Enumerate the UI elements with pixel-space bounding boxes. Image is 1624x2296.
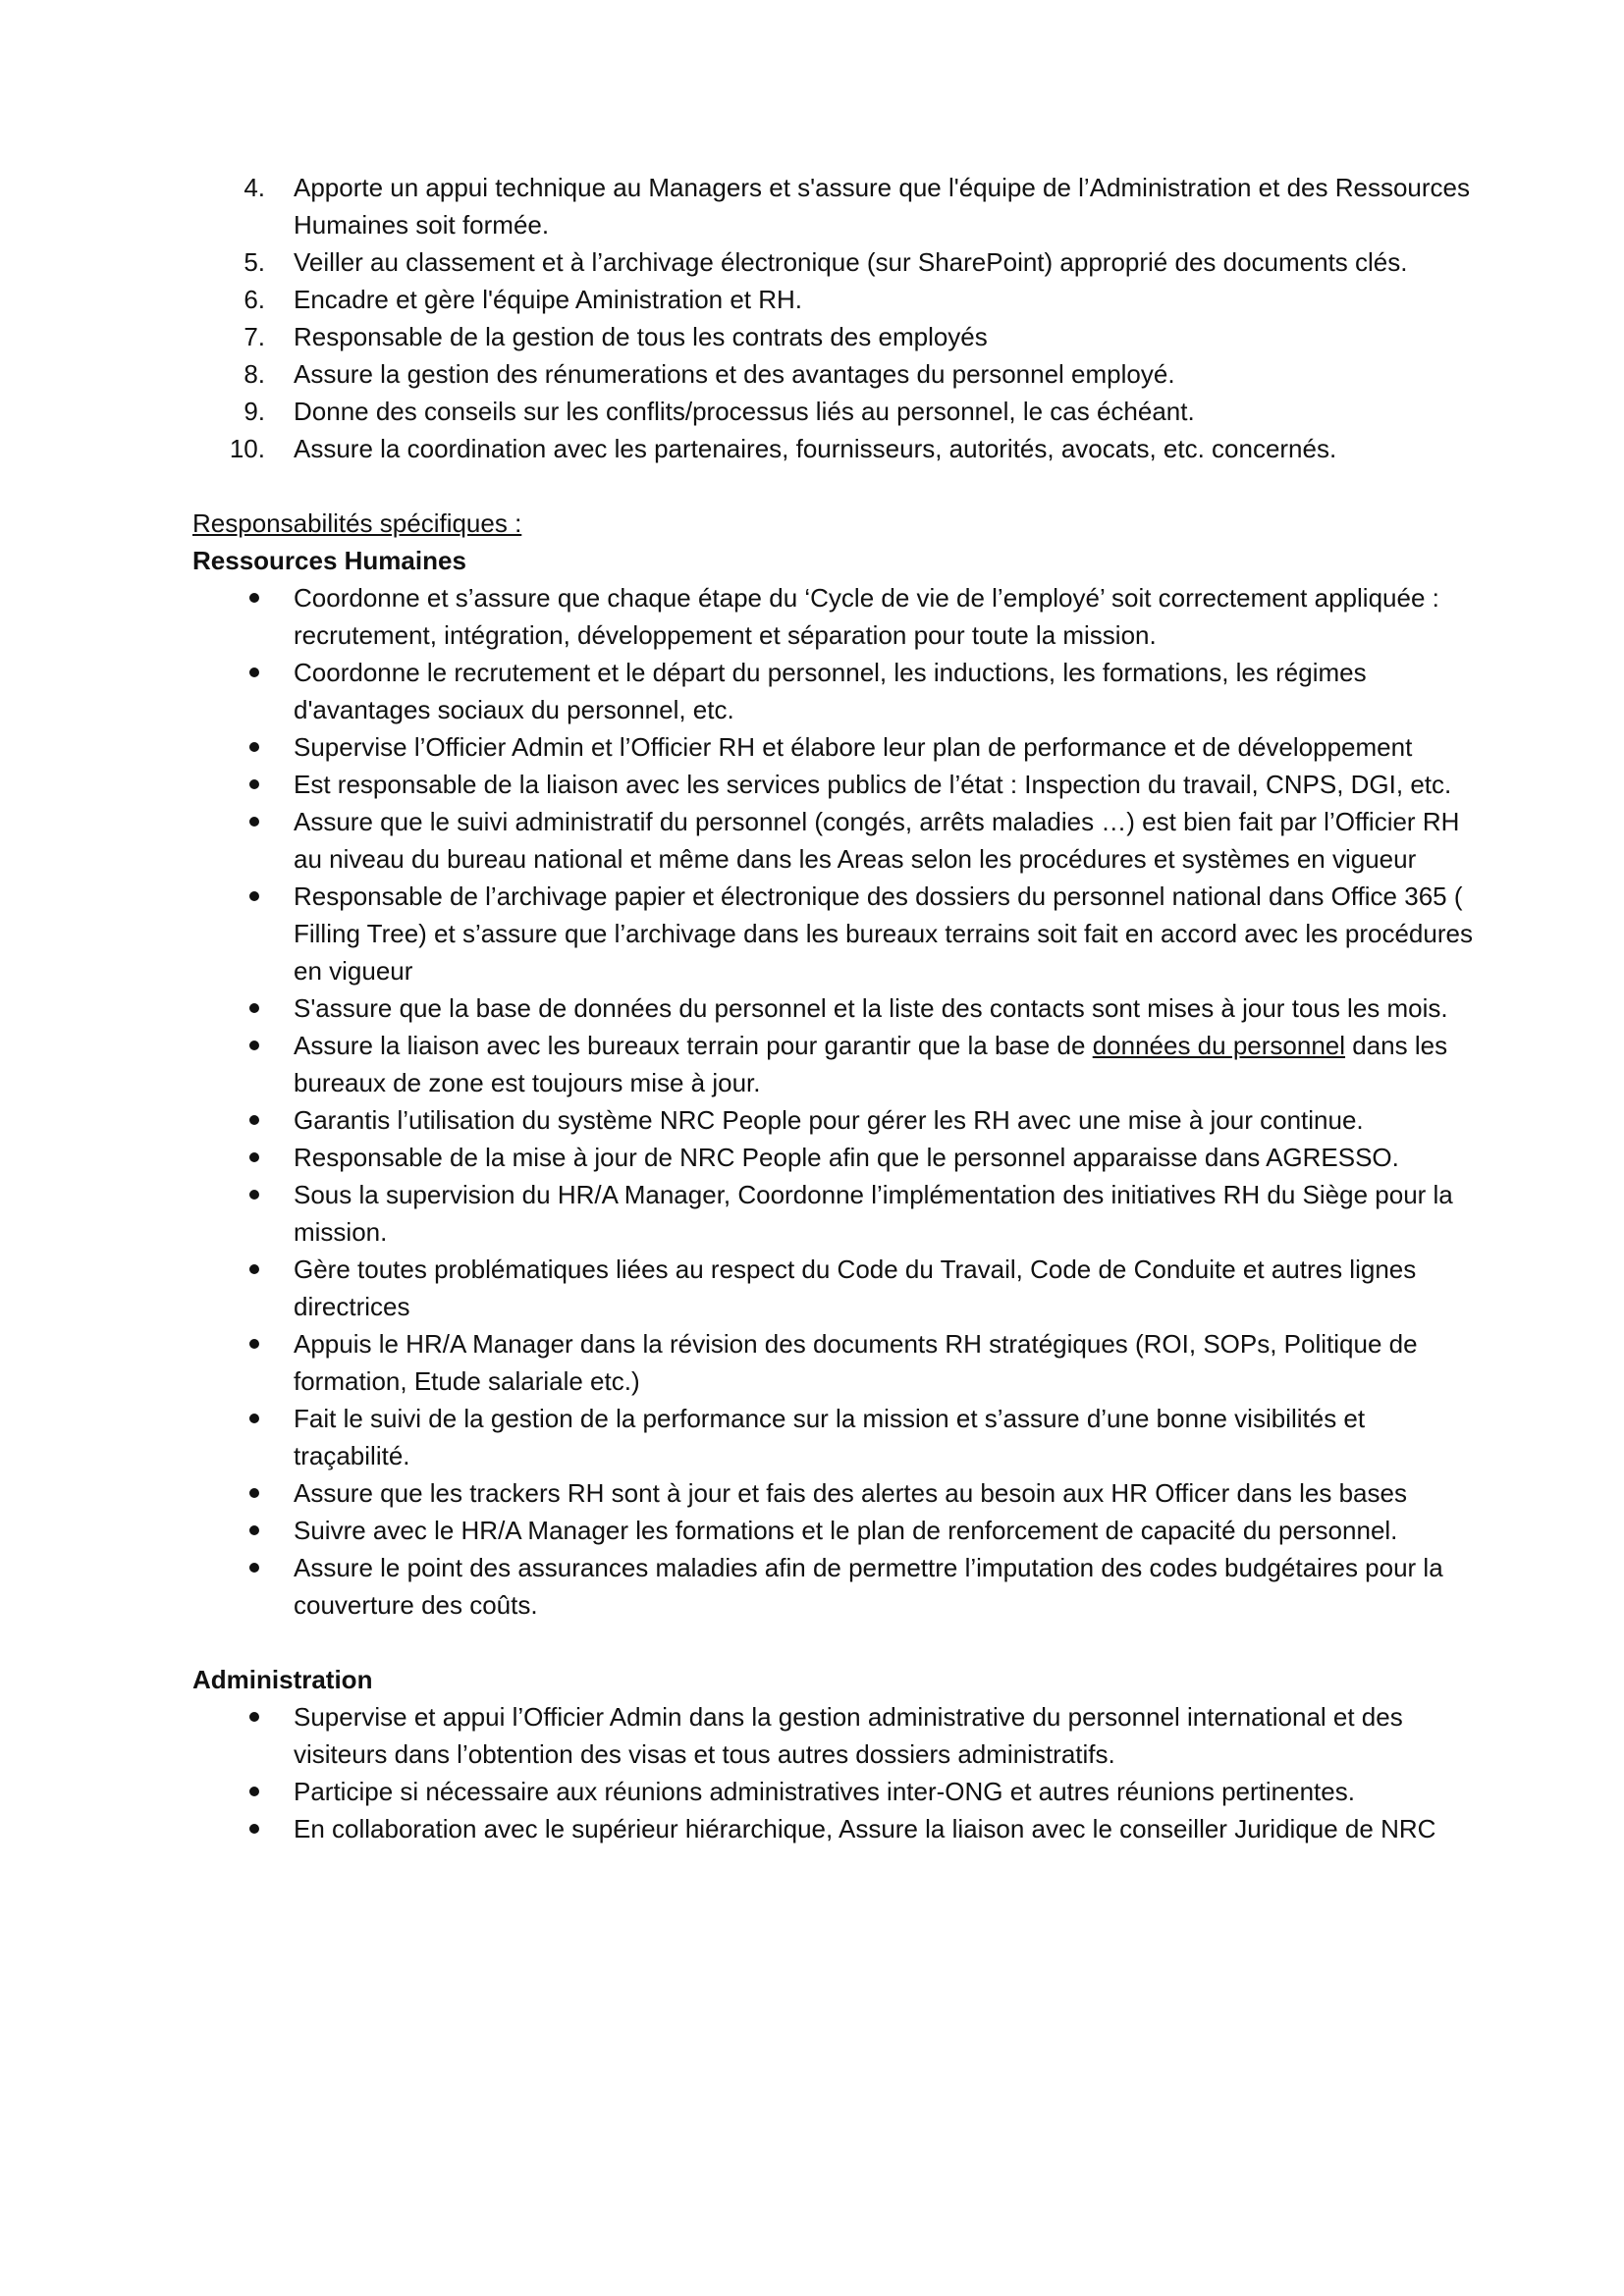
list-item <box>192 281 1479 318</box>
bullet-item <box>192 1251 1479 1325</box>
bullet-text-after: dans les bureaux de zone est toujours mise à jour. <box>294 1031 1448 1097</box>
document-body <box>192 169 1479 1847</box>
bullet-item <box>192 1101 1479 1139</box>
list-item <box>192 355 1479 393</box>
bullet-text: Supervise et appui l’Officier Admin dans la gestion administrative du personnel international et des visiteurs dans l’obtention des visas et tous autres dossiers administratifs. <box>294 1702 1403 1769</box>
item-number: 10. <box>229 434 265 463</box>
list-item <box>192 318 1479 355</box>
bullet-item <box>192 989 1479 1027</box>
admin-section-heading: Administration <box>192 1665 373 1694</box>
item-text: Apporte un appui technique au Managers et s'assure que l'équipe de l’Administration et des Ressources Humaines soit formée. <box>294 173 1470 240</box>
list-item <box>192 243 1479 281</box>
bullet-icon <box>249 1041 259 1050</box>
bullet-text: Assure que le suivi administratif du personnel (congés, arrêts maladies …) est bien fait par l’Officier RH au niveau du bureau national et même dans les Areas selon les procédures et systèmes en vigueur <box>294 807 1460 874</box>
bullet-text: Coordonne le recrutement et le départ du personnel, les inductions, les formations, les régimes d'avantages sociaux du personnel, etc. <box>294 658 1367 724</box>
list-item <box>192 393 1479 430</box>
item-number: 9. <box>244 397 265 426</box>
bullet-item <box>192 1139 1479 1176</box>
bullet-item <box>192 1773 1479 1810</box>
item-number: 7. <box>244 322 265 351</box>
bullet-icon <box>249 779 259 789</box>
bullet-icon <box>249 742 259 752</box>
item-number: 6. <box>244 285 265 314</box>
bullet-text: Appuis le HR/A Manager dans la révision des documents RH stratégiques (ROI, SOPs, Politique de formation, Etude salariale etc.) <box>294 1329 1418 1396</box>
bullet-icon <box>249 667 259 677</box>
bullet-text: Assure que les trackers RH sont à jour et fais des alertes au besoin aux HR Officer dans les bases <box>294 1478 1407 1508</box>
bullet-text: Assure le point des assurances maladies afin de permettre l’imputation des codes budgétaires pour la couverture des coûts. <box>294 1553 1443 1620</box>
bullet-item <box>192 803 1479 878</box>
bullet-item <box>192 766 1479 803</box>
bullet-icon <box>249 1003 259 1013</box>
bullet-item <box>192 1810 1479 1847</box>
item-number: 5. <box>244 247 265 277</box>
bullet-item <box>192 1027 1479 1101</box>
bullet-item <box>192 878 1479 989</box>
bullet-icon <box>249 1488 259 1498</box>
item-text: Assure la gestion des rénumerations et des avantages du personnel employé. <box>294 359 1175 389</box>
bullet-icon <box>249 1115 259 1125</box>
numbered-list <box>192 169 1479 467</box>
bullet-text: Supervise l’Officier Admin et l’Officier RH et élabore leur plan de performance et de développement <box>294 732 1413 762</box>
bullet-item <box>192 579 1479 654</box>
bullet-text: Responsable de la mise à jour de NRC People afin que le personnel apparaisse dans AGRESSO. <box>294 1143 1399 1172</box>
bullet-icon <box>249 1339 259 1349</box>
bullet-text-before: Assure la liaison avec les bureaux terrain pour garantir que la base de <box>294 1031 1093 1060</box>
admin-bullet-list <box>192 1698 1479 1847</box>
bullet-text: Participe si nécessaire aux réunions administratives inter-ONG et autres réunions pertinentes. <box>294 1777 1355 1806</box>
bullet-icon <box>249 1712 259 1722</box>
bullet-item <box>192 1325 1479 1400</box>
bullet-icon <box>249 1414 259 1423</box>
bullet-icon <box>249 1824 259 1834</box>
item-text: Veiller au classement et à l’archivage électronique (sur SharePoint) approprié des documents clés. <box>294 247 1408 277</box>
bullet-item <box>192 1698 1479 1773</box>
bullet-item <box>192 1474 1479 1512</box>
bullet-icon <box>249 1190 259 1200</box>
item-text: Assure la coordination avec les partenaires, fournisseurs, autorités, avocats, etc. concernés. <box>294 434 1337 463</box>
bullet-icon <box>249 1152 259 1162</box>
bullet-text: Gère toutes problématiques liées au respect du Code du Travail, Code de Conduite et autres lignes directrices <box>294 1255 1417 1321</box>
item-text: Donne des conseils sur les conflits/processus liés au personnel, le cas échéant. <box>294 397 1195 426</box>
bullet-text: Est responsable de la liaison avec les services publics de l’état : Inspection du travail, CNPS, DGI, etc. <box>294 770 1452 799</box>
bullet-text: S'assure que la base de données du personnel et la liste des contacts sont mises à jour tous les mois. <box>294 993 1448 1023</box>
bullet-text: Fait le suivi de la gestion de la performance sur la mission et s’assure d’une bonne visibilités et traçabilité. <box>294 1404 1366 1470</box>
bullet-icon <box>249 1563 259 1573</box>
bullet-item <box>192 728 1479 766</box>
bullet-icon <box>249 593 259 603</box>
item-text: Responsable de la gestion de tous les contrats des employés <box>294 322 988 351</box>
bullet-icon <box>249 817 259 827</box>
bullet-item <box>192 1512 1479 1549</box>
bullet-item <box>192 1549 1479 1624</box>
list-item <box>192 430 1479 467</box>
item-number: 8. <box>244 359 265 389</box>
specific-responsibilities-heading: Responsabilités spécifiques : <box>192 508 522 538</box>
bullet-icon <box>249 1264 259 1274</box>
list-item <box>192 169 1479 243</box>
bullet-text: Responsable de l’archivage papier et électronique des dossiers du personnel national dans Office 365 ( Filling Tree) et s’assure que l’archivage dans les bureaux terrains soit fait en accord avec les procédures en vigueur <box>294 881 1473 986</box>
bullet-text: En collaboration avec le supérieur hiérarchique, Assure la liaison avec le conseiller Juridique de NRC <box>294 1814 1436 1843</box>
bullet-text: Suivre avec le HR/A Manager les formations et le plan de renforcement de capacité du personnel. <box>294 1516 1398 1545</box>
item-number: 4. <box>244 173 265 202</box>
bullet-item <box>192 654 1479 728</box>
hr-bullet-list <box>192 579 1479 1624</box>
bullet-icon <box>249 1525 259 1535</box>
bullet-icon <box>249 891 259 901</box>
bullet-text: Sous la supervision du HR/A Manager, Coordonne l’implémentation des initiatives RH du Siège pour la mission. <box>294 1180 1453 1247</box>
bullet-item <box>192 1400 1479 1474</box>
bullet-text: Garantis l’utilisation du système NRC People pour gérer les RH avec une mise à jour continue. <box>294 1105 1364 1135</box>
hr-section-heading: Ressources Humaines <box>192 546 466 575</box>
bullet-text-underlined: données du personnel <box>1092 1031 1346 1060</box>
bullet-text: Coordonne et s’assure que chaque étape du ‘Cycle de vie de l’employé’ soit correctement appliquée : recrutement, intégration, développement et séparation pour toute la mission. <box>294 583 1439 650</box>
item-text: Encadre et gère l'équipe Aministration et RH. <box>294 285 803 314</box>
bullet-icon <box>249 1787 259 1796</box>
bullet-item <box>192 1176 1479 1251</box>
